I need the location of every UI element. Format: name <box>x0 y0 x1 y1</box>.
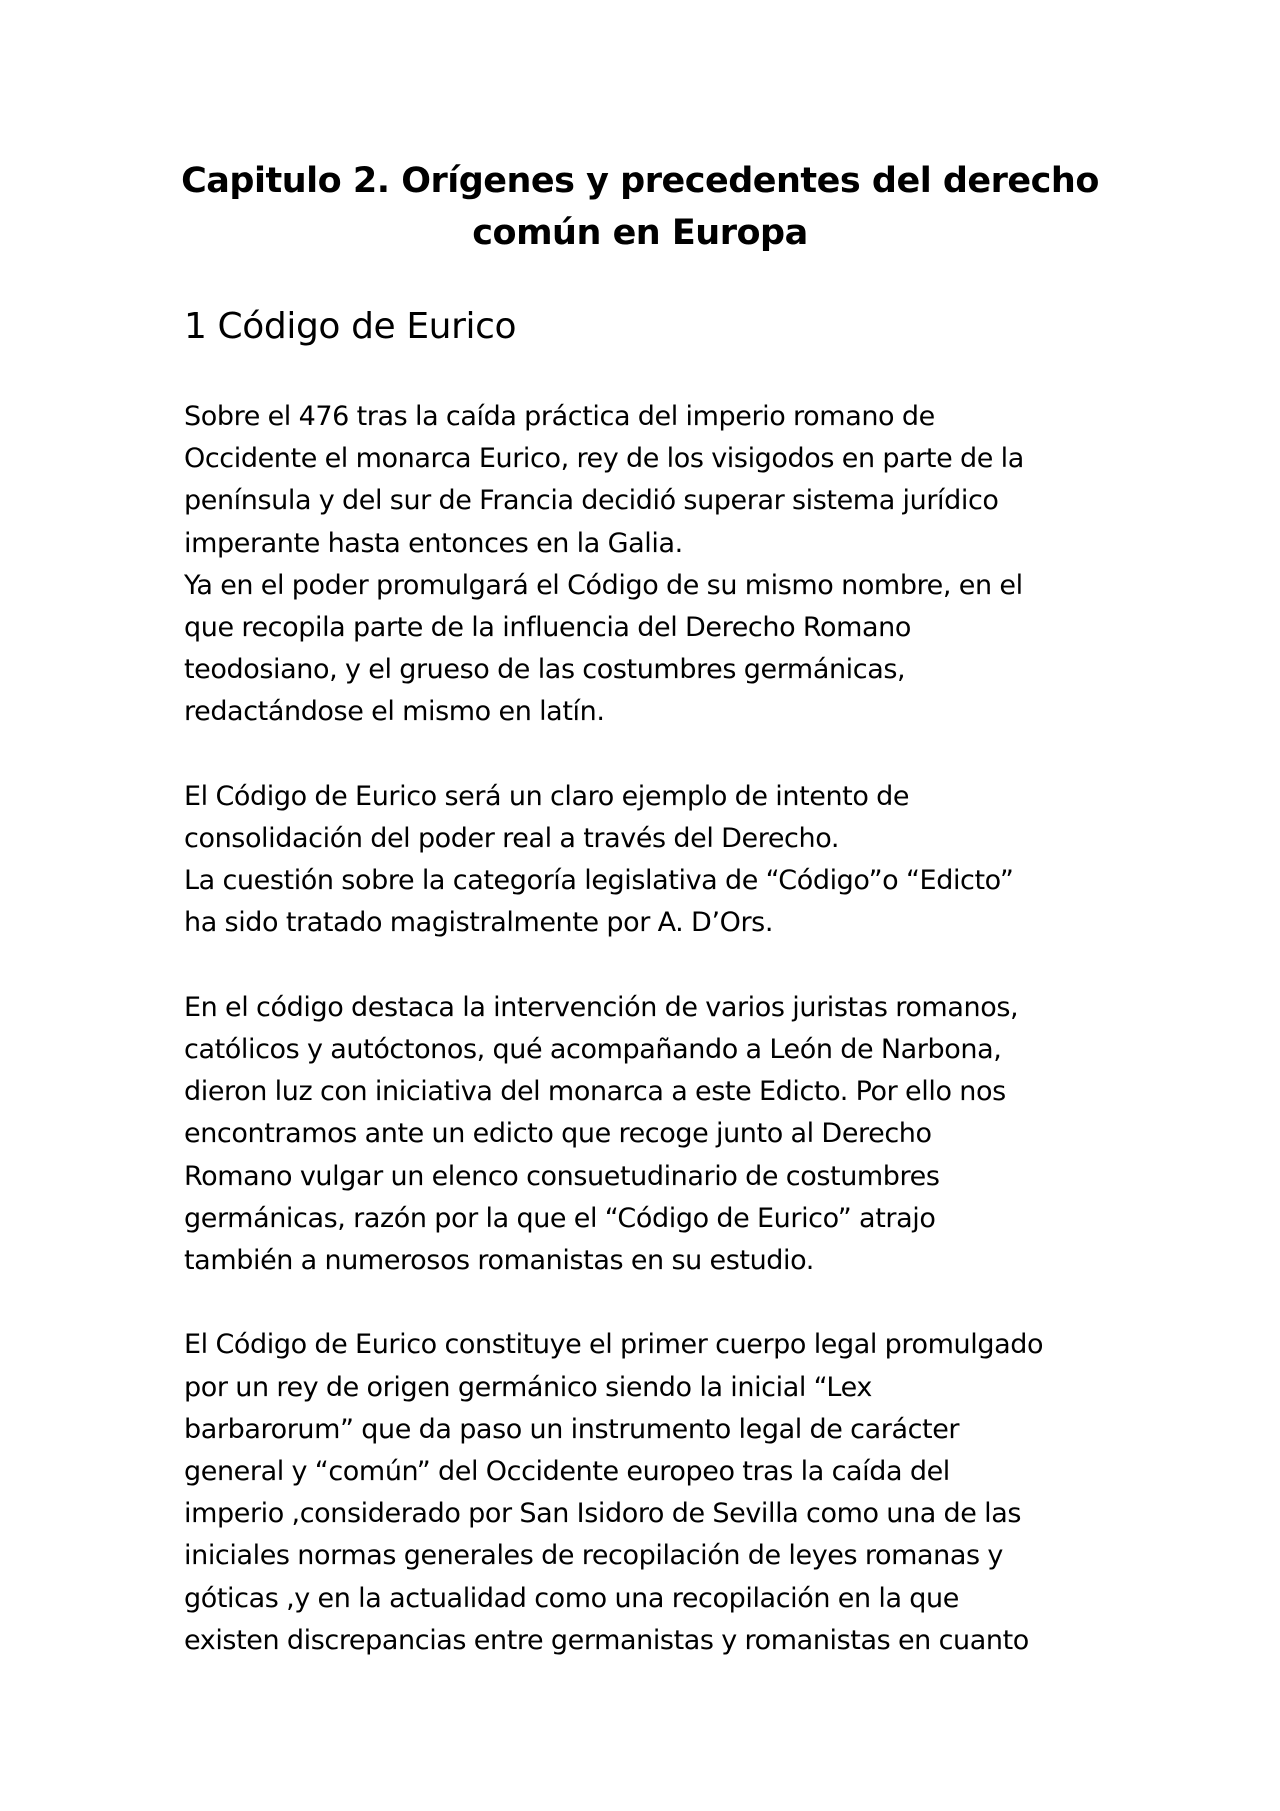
paragraph-1 <box>184 396 1124 734</box>
body-text <box>184 396 1124 1662</box>
paragraph-line: Romano vulgar un elenco consuetudinario de costumbres <box>184 1160 940 1192</box>
paragraph-line: teodosiano, y el grueso de las costumbres germánicas, <box>184 654 906 686</box>
paragraph-2 <box>184 776 1124 945</box>
paragraph-line: encontramos ante un edicto que recoge junto al Derecho <box>184 1118 932 1150</box>
paragraph-line: iniciales normas generales de recopilación de leyes romanas y <box>184 1540 1003 1572</box>
paragraph-spacer <box>184 945 1124 987</box>
chapter-title-line-1: Capitulo 2. Orígenes y precedentes del derecho <box>181 161 1099 201</box>
paragraph-line: también a numerosos romanistas en su estudio. <box>184 1245 814 1277</box>
paragraph-line: Occidente el monarca Eurico, rey de los visigodos en parte de la <box>184 443 1024 475</box>
paragraph-line: imperante hasta entonces en la Galia. <box>184 527 683 559</box>
paragraph-line: general y “común” del Occidente europeo tras la caída del <box>184 1456 950 1488</box>
paragraph-line: góticas ,y en la actualidad como una recopilación en la que <box>184 1582 959 1614</box>
paragraph-line: dieron luz con iniciativa del monarca a este Edicto. Por ello nos <box>184 1076 1006 1108</box>
paragraph-line: redactándose el mismo en latín. <box>184 696 605 728</box>
paragraph-line: imperio ,considerado por San Isidoro de Sevilla como una de las <box>184 1498 1022 1530</box>
paragraph-line: La cuestión sobre la categoría legislativa de “Código”o “Edicto” <box>184 865 1014 897</box>
paragraph-line: por un rey de origen germánico siendo la inicial “Lex <box>184 1371 872 1403</box>
paragraph-line: germánicas, razón por la que el “Código de Eurico” atrajo <box>184 1202 936 1234</box>
paragraph-spacer <box>184 734 1124 776</box>
paragraph-line: que recopila parte de la influencia del Derecho Romano <box>184 612 912 644</box>
section-heading: 1 Código de Eurico <box>184 306 517 347</box>
paragraph-line: existen discrepancias entre germanistas y romanistas en cuanto <box>184 1624 1029 1656</box>
paragraph-line: barbarorum” que da paso un instrumento legal de carácter <box>184 1413 960 1445</box>
chapter-title-line-2: común en Europa <box>472 213 808 253</box>
paragraph-line: península y del sur de Francia decidió superar sistema jurídico <box>184 485 999 517</box>
chapter-title <box>160 155 1120 259</box>
paragraph-line: En el código destaca la intervención de varios juristas romanos, <box>184 991 1019 1023</box>
paragraph-line: Sobre el 476 tras la caída práctica del imperio romano de <box>184 401 935 432</box>
paragraph-line: El Código de Eurico constituye el primer cuerpo legal promulgado <box>184 1329 1044 1361</box>
paragraph-3 <box>184 987 1124 1282</box>
paragraph-line: ha sido tratado magistralmente por A. D’Ors. <box>184 907 774 939</box>
paragraph-line: consolidación del poder real a través del Derecho. <box>184 823 840 855</box>
paragraph-line: El Código de Eurico será un claro ejemplo de intento de <box>184 780 910 812</box>
paragraph-line: católicos y autóctonos, qué acompañando a León de Narbona, <box>184 1034 1002 1066</box>
paragraph-spacer <box>184 1282 1124 1324</box>
paragraph-4 <box>184 1324 1124 1662</box>
paragraph-line: Ya en el poder promulgará el Código de su mismo nombre, en el <box>184 569 1023 601</box>
